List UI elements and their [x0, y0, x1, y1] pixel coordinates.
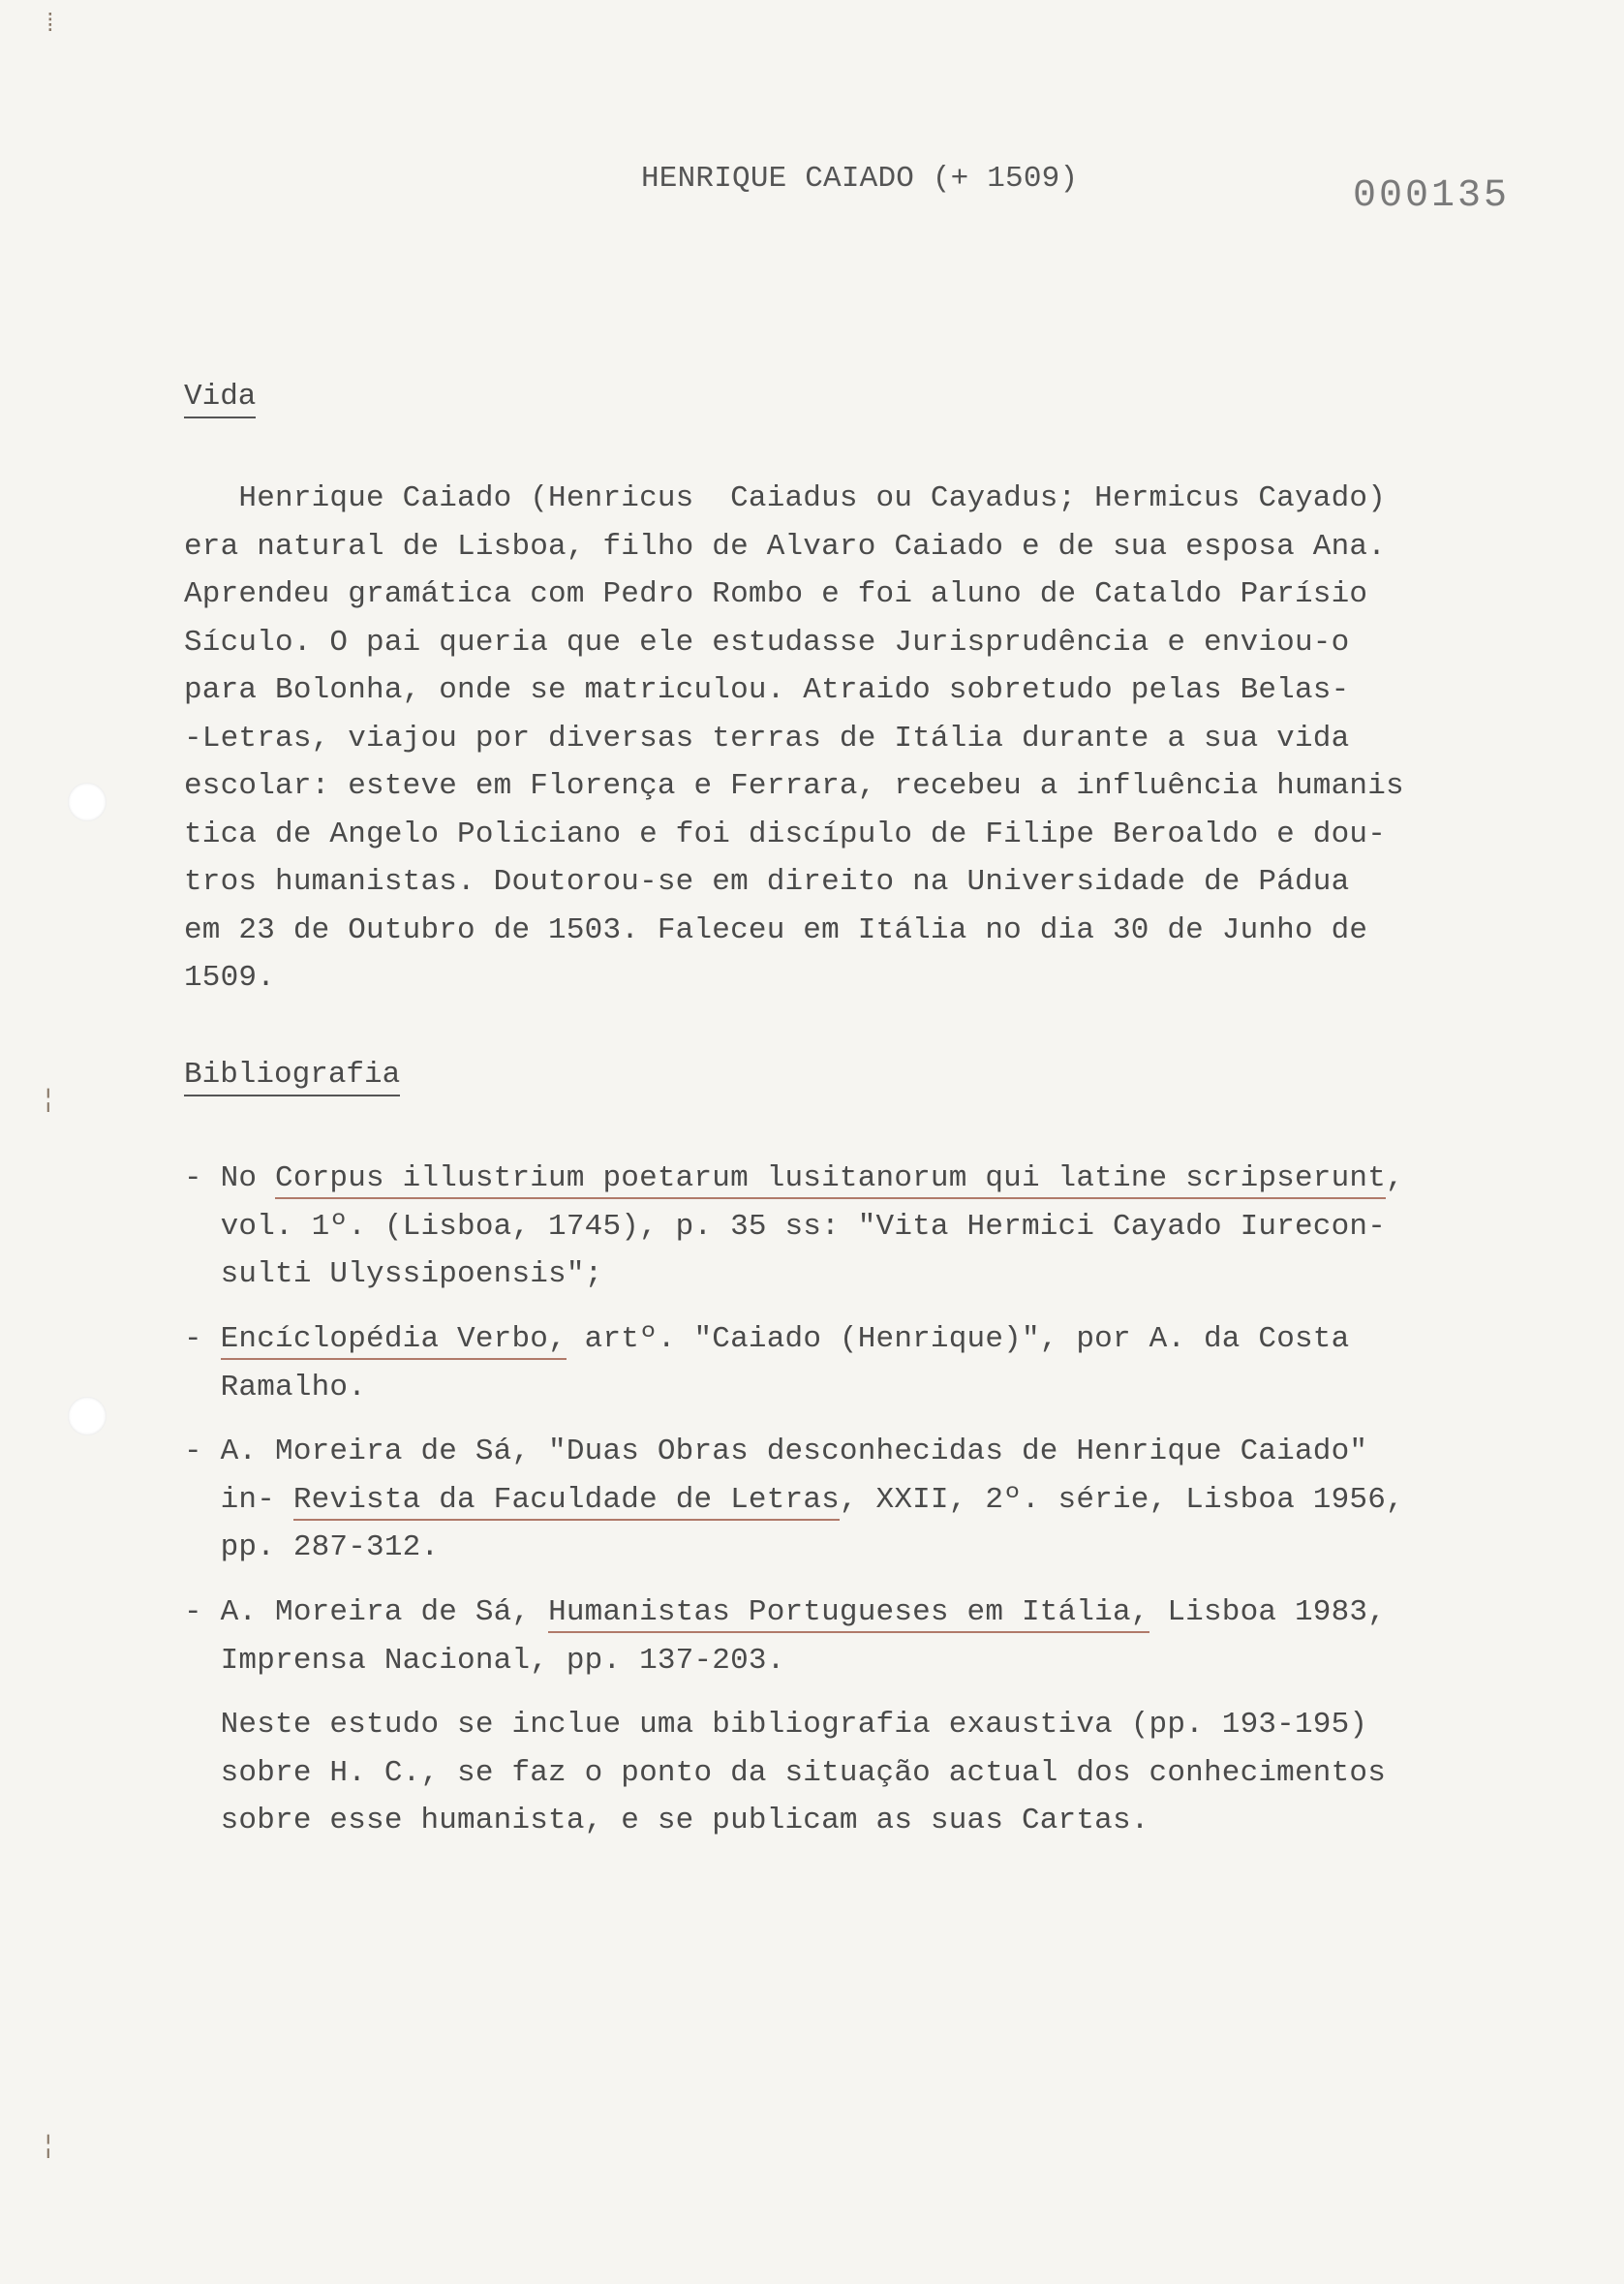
vida-line: para Bolonha, onde se matriculou. Atraido sobretudo pelas Belas- — [184, 673, 1350, 707]
entry-line: - No Corpus illustrium poetarum lusitanorum qui latine scripserunt, — [184, 1155, 1404, 1203]
entry-line: - A. Moreira de Sá, "Duas Obras desconhecidas de Henrique Caiado" — [184, 1435, 1368, 1468]
document-title: HENRIQUE CAIADO (+ 1509) — [641, 162, 1079, 196]
work-title: Encíclopédia Verbo, — [221, 1322, 567, 1360]
vida-line: -Letras, viajou por diversas terras de Itália durante a sua vida — [184, 721, 1350, 756]
section-heading-vida: Vida — [184, 380, 256, 414]
entry-line: Ramalho. — [184, 1370, 367, 1404]
margin-mark-middle: ¦ — [41, 1085, 56, 1114]
work-title: Revista da Faculdade de Letras — [293, 1483, 840, 1521]
note-line: sobre H. C., se faz o ponto da situação actual dos conhecimentos — [184, 1755, 1386, 1790]
entry-line: vol. 1º. (Lisboa, 1745), p. 35 ss: "Vita Hermici Cayado Iurecon- — [184, 1209, 1386, 1244]
margin-mark-top: ⁞ — [43, 10, 58, 39]
work-title: Corpus illustrium poetarum lusitanorum qui latine scripserunt — [275, 1161, 1386, 1199]
vida-line: 1509. — [184, 961, 276, 995]
vida-line: escolar: esteve em Florença e Ferrara, recebeu a influência humanis — [184, 769, 1404, 803]
vida-line: tica de Angelo Policiano e foi discípulo de Filipe Beroaldo e dou- — [184, 817, 1386, 851]
punch-hole-top — [68, 783, 107, 821]
note-line: Neste estudo se inclue uma bibliografia exaustiva (pp. 193-195) — [184, 1708, 1368, 1742]
punch-hole-bottom — [68, 1397, 107, 1435]
entry-line: - Encíclopédia Verbo, artº. "Caiado (Henrique)", por A. da Costa — [184, 1315, 1349, 1364]
note-line: sobre esse humanista, e se publicam as suas Cartas. — [184, 1804, 1149, 1837]
work-title: Humanistas Portugueses em Itália, — [548, 1595, 1149, 1633]
section-heading-bibliografia: Bibliografia — [184, 1058, 400, 1092]
vida-line: era natural de Lisboa, filho de Alvaro Caiado e de sua esposa Ana. — [184, 529, 1386, 564]
entry-line: - A. Moreira de Sá, Humanistas Portugueses em Itália, Lisboa 1983, — [184, 1589, 1386, 1637]
vida-line: tros humanistas. Doutorou-se em direito na Universidade de Pádua — [184, 865, 1350, 899]
entry-line: sulti Ulyssipoensis"; — [184, 1257, 603, 1291]
entry-line: pp. 287-312. — [184, 1530, 440, 1564]
vida-line: Henrique Caiado (Henricus Caiadus ou Cayadus; Hermicus Cayado) — [184, 481, 1386, 515]
margin-mark-bottom: ¦ — [41, 2131, 56, 2160]
vida-line: Sículo. O pai queria que ele estudasse Jurisprudência e enviou-o — [184, 625, 1350, 660]
entry-line: in- Revista da Faculdade de Letras, XXII, 2º. série, Lisboa 1956, — [184, 1476, 1404, 1525]
vida-line: Aprendeu gramática com Pedro Rombo e foi aluno de Cataldo Parísio — [184, 577, 1368, 611]
vida-line: em 23 de Outubro de 1503. Faleceu em Itália no dia 30 de Junho de — [184, 912, 1368, 947]
page-number-stamp: 000135 — [1352, 174, 1510, 218]
entry-line: Imprensa Nacional, pp. 137-203. — [184, 1643, 785, 1678]
